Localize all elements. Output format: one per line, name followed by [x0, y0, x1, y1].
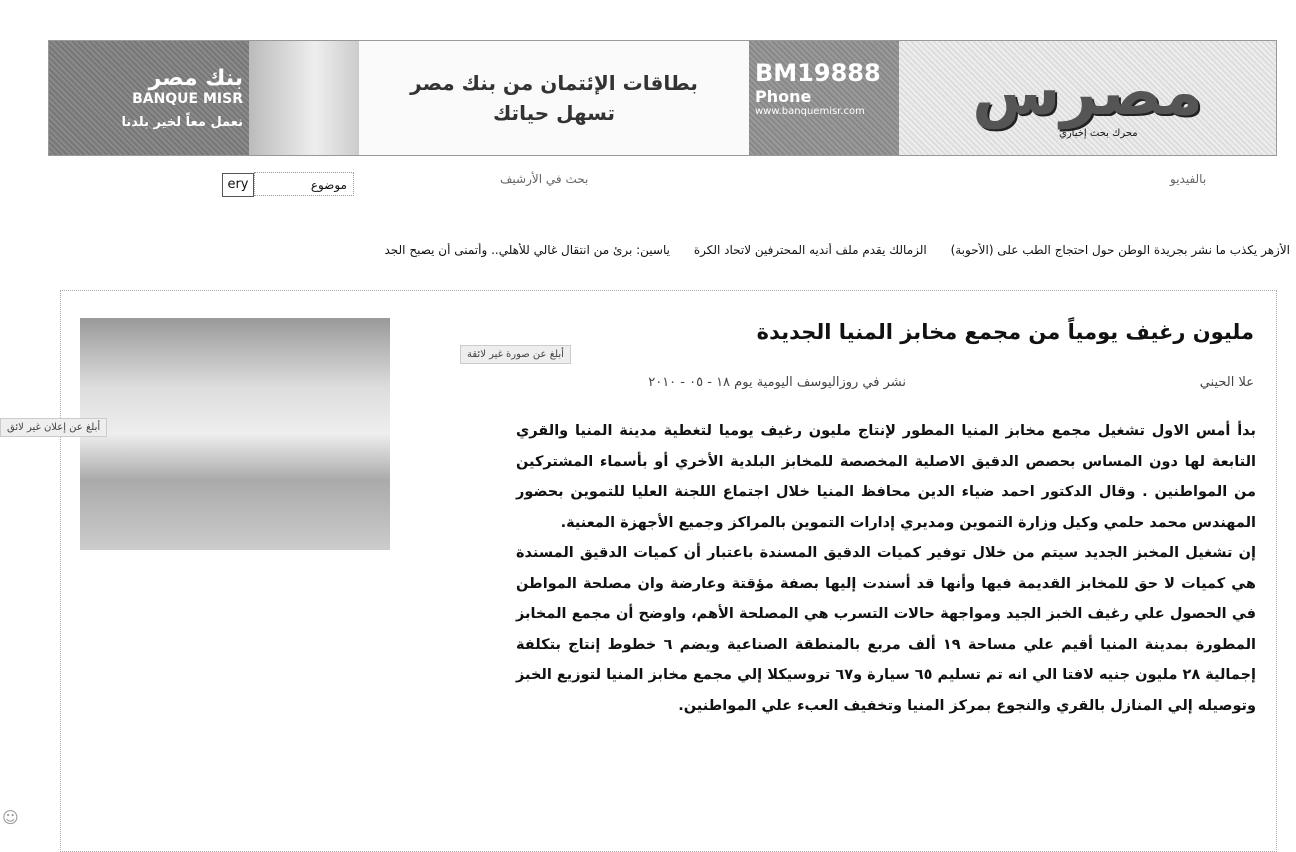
bank-slogan: نعمل معاً لخير بلدنا — [121, 115, 243, 130]
site-logo[interactable] — [899, 41, 1276, 155]
phone-number: BM19888 — [755, 59, 881, 87]
emoji-icon: ☺ — [2, 808, 19, 827]
video-link[interactable]: بالفيديو — [1170, 172, 1207, 186]
report-image-link[interactable]: أبلغ عن صورة غير لائقة — [460, 345, 571, 364]
ad-line: بطاقات الإئتمان من بنك مصر — [410, 71, 698, 95]
news-ticker — [0, 243, 1290, 257]
report-ad-link[interactable]: أبلغ عن إعلان غير لائق — [0, 418, 107, 437]
logo-tagline: محرك بحث إخباري — [1059, 127, 1138, 139]
article-image — [80, 318, 390, 550]
paragraph: إن تشغيل المخبز الجديد سيتم من خلال توفير كميات الدقيق المسندة باعتبار أن كميات الدقيق المسندة هي كميات لا حق للمخابز القديمة فيها وأنها قد أسندت إليها بصفة مؤقتة وعارضة وان مصلحة المواطن في الحصول علي رغيف الخبز الجيد ومواجهة حالات التسرب هي المصلحة الأهم، واوضح أن مجمع المخابز المطورة بمدينة المنيا أقيم علي مساحة ١٩ ألف مربع بالمنطقة الصناعية ويضم ٦ خطوط إنتاج بتكلفة إجمالية ٢٨ مليون جنيه لافتا الي انه تم تسليم ٦٥ سيارة و٦٧ تروسيكلا إلي مجمع مخابز المنيا لتوزيع الخبز وتوصيله إلي المنازل بالقري والنجوع بمركز المنيا وتخفيف العبء علي المواطنين. — [516, 545, 1256, 714]
ad-text[interactable] — [359, 41, 749, 155]
bank-name-en: BANQUE MISR — [132, 91, 243, 107]
ticker-item[interactable]: الزمالك يقدم ملف أنديه المحترفين لاتحاد الكرة — [693, 243, 927, 257]
article-body — [516, 416, 1256, 721]
search-button[interactable]: ery — [222, 173, 254, 197]
publish-info: نشر في روزاليوسف اليومية يوم ١٨ - ٠٥ - ٢٠١٠ — [648, 375, 906, 390]
topic-search-input[interactable]: موضوع — [254, 172, 354, 196]
ticker-item[interactable]: ياسين: برئ من انتقال غالي للأهلي.. وأتمنى أن يصبح الجد — [384, 243, 670, 257]
phone-label: Phone — [755, 87, 812, 106]
bank-name-ar: بنك مصر — [148, 66, 243, 91]
logo-text: مصرس — [972, 55, 1203, 130]
paragraph: بدأ أمس الاول تشغيل مجمع مخابز المنيا المطور لإنتاج مليون رغيف يوميا لتغطية مدينة المنيا والقري التابعة لها دون المساس بحصص الدقيق الاصلية المخصصة للمخابز البلدية الأخري أو بأسماء المشتركين من المواطنين . وقال الدكتور احمد ضياء الدين محافظ المنيا خلال اجتماع اللجنة العليا للتموين بحضور المهندس محمد حلمي وكيل وزارة التموين ومديري إدارات التموين بالمراكز وجميع الأجهزة المعنية. — [516, 423, 1256, 531]
website: www.banquemisr.com — [755, 106, 865, 117]
banque-misr-ad[interactable] — [49, 41, 249, 155]
archive-search-link[interactable]: بحث في الأرشيف — [500, 172, 589, 186]
phone-ad — [749, 41, 899, 155]
article-title: مليون رغيف يومياً من مجمع مخابز المنيا الجديدة — [756, 320, 1254, 344]
ad-photo — [249, 41, 359, 155]
ad-line: تسهل حياتك — [492, 101, 616, 125]
article-author[interactable]: علا الحيني — [1199, 375, 1254, 390]
ticker-item[interactable]: الأزهر يكذب ما نشر بجريدة الوطن حول احتجاج الطب على (الأحوبة) — [950, 243, 1290, 257]
header-banner — [48, 40, 1277, 156]
